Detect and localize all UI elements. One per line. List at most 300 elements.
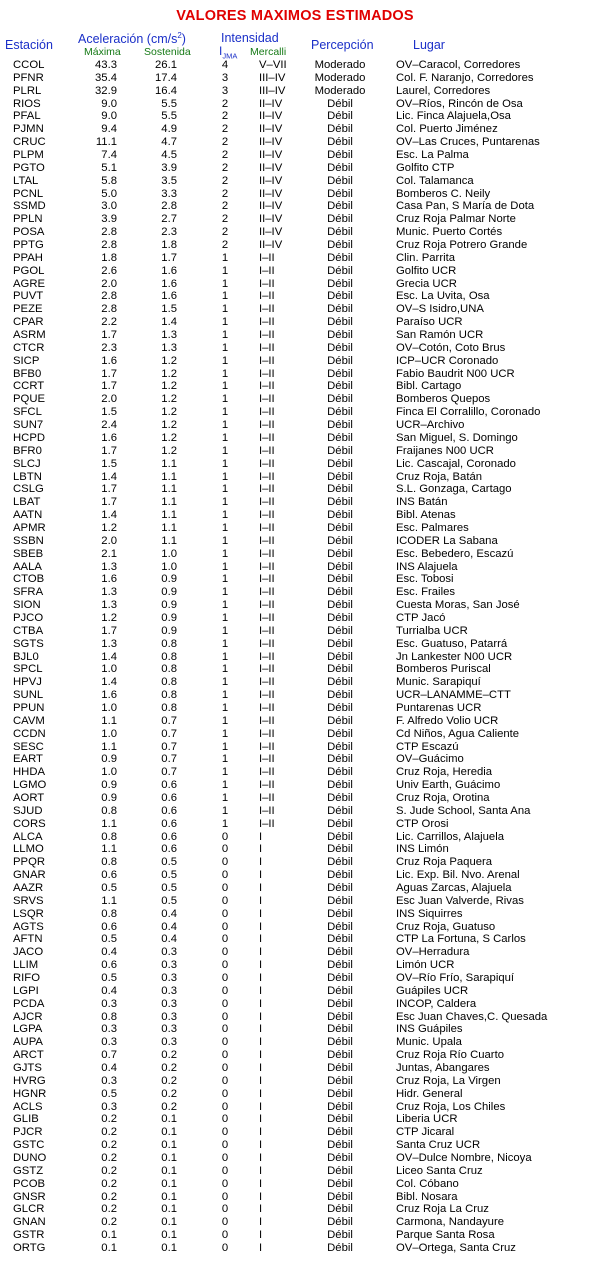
- intensidad-mercalli-cell: I–II: [259, 264, 275, 277]
- aceleracion-maxima-cell: 9.0: [101, 110, 117, 123]
- table-row: [0, 535, 590, 548]
- intensidad-mercalli-cell: I–II: [259, 251, 275, 264]
- station-code-cell: SSBN: [13, 534, 44, 547]
- percepcion-cell: Débil: [327, 753, 353, 766]
- intensidad-jma-cell: 0: [221, 933, 229, 946]
- aceleracion-maxima-cell: 0.4: [101, 984, 117, 997]
- lugar-cell: Juntas, Abangares: [396, 1062, 490, 1075]
- table-row: [0, 561, 590, 574]
- intensidad-mercalli-cell: I: [259, 1113, 263, 1126]
- station-code-cell: PGOL: [13, 264, 45, 277]
- intensidad-mercalli-cell: I: [259, 1049, 263, 1062]
- percepcion-cell: Débil: [327, 1010, 353, 1023]
- lugar-cell: Laurel, Corredores: [396, 84, 491, 97]
- lugar-cell: OV–Ortega, Santa Cruz: [396, 1242, 516, 1255]
- table-row: [0, 252, 590, 265]
- percepcion-cell: Débil: [327, 406, 353, 419]
- aceleracion-maxima-cell: 9.4: [101, 123, 117, 136]
- subheader-ijma-main: I: [219, 44, 223, 58]
- lugar-cell: Finca El Corralillo, Coronado: [396, 406, 541, 419]
- aceleracion-sostenida-cell: 1.7: [161, 251, 177, 264]
- intensidad-jma-cell: 1: [221, 251, 229, 264]
- table-row: [0, 921, 590, 934]
- table-row: [0, 792, 590, 805]
- aceleracion-maxima-cell: 2.1: [101, 547, 117, 560]
- page-title: VALORES MAXIMOS ESTIMADOS: [176, 8, 414, 24]
- station-code-cell: LTAL: [13, 174, 39, 187]
- aceleracion-sostenida-cell: 1.1: [161, 534, 177, 547]
- aceleracion-sostenida-cell: 0.9: [161, 599, 177, 612]
- aceleracion-sostenida-cell: 0.1: [161, 1113, 177, 1126]
- table-row: [0, 419, 590, 432]
- percepcion-cell: Débil: [327, 1216, 353, 1229]
- aceleracion-sostenida-cell: 0.3: [161, 1023, 177, 1036]
- table-row: [0, 933, 590, 946]
- station-code-cell: LLMO: [13, 843, 44, 856]
- percepcion-cell: Débil: [327, 599, 353, 612]
- station-code-cell: CORS: [13, 817, 46, 830]
- table-row: [0, 818, 590, 831]
- station-code-cell: CRUC: [13, 136, 46, 149]
- percepcion-cell: Débil: [327, 650, 353, 663]
- aceleracion-maxima-cell: 0.7: [101, 1049, 117, 1062]
- aceleracion-sostenida-cell: 0.2: [161, 1074, 177, 1087]
- intensidad-mercalli-cell: I–II: [259, 573, 275, 586]
- intensidad-mercalli-cell: I–II: [259, 740, 275, 753]
- lugar-cell: San Ramón UCR: [396, 329, 484, 342]
- header-estacion: Estación: [5, 38, 53, 52]
- aceleracion-maxima-cell: 2.0: [101, 277, 117, 290]
- lugar-cell: Limón UCR: [396, 959, 455, 972]
- station-code-cell: AORT: [13, 791, 45, 804]
- intensidad-jma-cell: 1: [221, 367, 229, 380]
- aceleracion-maxima-cell: 1.7: [101, 496, 117, 509]
- aceleracion-maxima-cell: 0.2: [101, 1126, 117, 1139]
- lugar-cell: Bibl. Nosara: [396, 1190, 458, 1203]
- subheader-ijma-sub: JMA: [222, 51, 238, 61]
- intensidad-jma-cell: 1: [221, 354, 229, 367]
- table-row: [0, 290, 590, 303]
- aceleracion-sostenida-cell: 0.7: [161, 753, 177, 766]
- aceleracion-maxima-cell: 1.0: [101, 727, 117, 740]
- percepcion-cell: Débil: [327, 959, 353, 972]
- aceleracion-maxima-cell: 0.2: [101, 1139, 117, 1152]
- aceleracion-sostenida-cell: 0.3: [161, 946, 177, 959]
- intensidad-mercalli-cell: I–II: [259, 341, 275, 354]
- intensidad-mercalli-cell: I–II: [259, 727, 275, 740]
- intensidad-jma-cell: 1: [221, 817, 229, 830]
- aceleracion-maxima-cell: 1.6: [101, 689, 117, 702]
- aceleracion-maxima-cell: 3.0: [101, 200, 117, 213]
- percepcion-cell: Débil: [327, 251, 353, 264]
- table-row: [0, 1062, 590, 1075]
- aceleracion-sostenida-cell: 0.5: [161, 882, 177, 894]
- lugar-cell: Golfito UCR: [396, 264, 457, 277]
- intensidad-jma-cell: 3: [221, 84, 229, 97]
- aceleracion-maxima-cell: 1.3: [101, 637, 117, 650]
- lugar-cell: OV–Dulce Nombre, Nicoya: [396, 1152, 532, 1165]
- intensidad-mercalli-cell: I–II: [259, 367, 275, 380]
- intensidad-mercalli-cell: I: [259, 933, 263, 946]
- intensidad-jma-cell: 1: [221, 277, 229, 290]
- intensidad-jma-cell: 2: [221, 110, 229, 123]
- lugar-cell: CTP Jicaral: [396, 1126, 455, 1139]
- percepcion-cell: Débil: [327, 1203, 353, 1216]
- intensidad-jma-cell: 0: [221, 882, 229, 894]
- aceleracion-sostenida-cell: 0.3: [161, 997, 177, 1010]
- intensidad-jma-cell: 2: [221, 123, 229, 136]
- station-code-cell: SBEB: [13, 547, 44, 560]
- header-aceleracion-exp: 2: [177, 31, 182, 40]
- lugar-cell: S.L. Gonzaga, Cartago: [396, 483, 512, 496]
- intensidad-jma-cell: 1: [221, 341, 229, 354]
- intensidad-mercalli-cell: II–IV: [259, 110, 283, 123]
- percepcion-cell: Débil: [327, 509, 353, 522]
- lugar-cell: Bibl. Cartago: [396, 380, 462, 393]
- percepcion-cell: Débil: [327, 444, 353, 457]
- table-row: [0, 998, 590, 1011]
- station-code-cell: ALCA: [13, 830, 43, 843]
- lugar-cell: Fraijanes N00 UCR: [396, 444, 494, 457]
- intensidad-mercalli-cell: I–II: [259, 624, 275, 637]
- aceleracion-maxima-cell: 1.8: [101, 251, 117, 264]
- intensidad-mercalli-cell: I–II: [259, 393, 275, 406]
- percepcion-cell: Débil: [327, 239, 353, 252]
- percepcion-cell: Débil: [327, 534, 353, 547]
- aceleracion-maxima-cell: 0.2: [101, 1164, 117, 1177]
- intensidad-jma-cell: 1: [221, 406, 229, 419]
- lugar-cell: Golfito CTP: [396, 161, 455, 174]
- table-row: [0, 599, 590, 612]
- intensidad-mercalli-cell: I: [259, 959, 263, 972]
- intensidad-mercalli-cell: I: [259, 894, 263, 907]
- station-code-cell: PJMN: [13, 123, 44, 136]
- aceleracion-maxima-cell: 5.1: [101, 161, 117, 174]
- table-row: [0, 149, 590, 162]
- intensidad-jma-cell: 3: [221, 71, 229, 84]
- table-row: [0, 329, 590, 342]
- percepcion-cell: Débil: [327, 1126, 353, 1139]
- aceleracion-maxima-cell: 0.3: [101, 1036, 117, 1049]
- aceleracion-sostenida-cell: 1.2: [161, 444, 177, 457]
- intensidad-jma-cell: 1: [221, 779, 229, 792]
- table-row: [0, 869, 590, 882]
- intensidad-jma-cell: 1: [221, 714, 229, 727]
- station-code-cell: CTBA: [13, 624, 44, 637]
- aceleracion-maxima-cell: 0.8: [101, 830, 117, 843]
- lugar-cell: Cruz Roja Río Cuarto: [396, 1049, 504, 1062]
- table-row: [0, 509, 590, 522]
- table-row: [0, 278, 590, 291]
- aceleracion-maxima-cell: 2.0: [101, 393, 117, 406]
- intensidad-mercalli-cell: I–II: [259, 431, 275, 444]
- table-row: [0, 676, 590, 689]
- station-code-cell: LBAT: [13, 496, 41, 509]
- intensidad-mercalli-cell: I–II: [259, 804, 275, 817]
- intensidad-mercalli-cell: I–II: [259, 509, 275, 522]
- station-code-cell: PPTG: [13, 239, 44, 252]
- intensidad-jma-cell: 1: [221, 753, 229, 766]
- aceleracion-maxima-cell: 0.4: [101, 946, 117, 959]
- intensidad-mercalli-cell: I–II: [259, 586, 275, 599]
- lugar-cell: Jn Lankester N00 UCR: [396, 650, 513, 663]
- aceleracion-sostenida-cell: 0.3: [161, 1010, 177, 1023]
- aceleracion-maxima-cell: 0.2: [101, 1190, 117, 1203]
- percepcion-cell: Débil: [327, 136, 353, 149]
- intensidad-mercalli-cell: I–II: [259, 521, 275, 534]
- station-code-cell: PCOB: [13, 1177, 46, 1190]
- table-row: [0, 805, 590, 818]
- intensidad-jma-cell: 2: [221, 187, 229, 200]
- lugar-cell: Munic. Puerto Cortés: [396, 226, 503, 239]
- aceleracion-sostenida-cell: 0.8: [161, 701, 177, 714]
- station-code-cell: CCRT: [13, 380, 45, 393]
- lugar-cell: Cruz Roja, Batán: [396, 470, 483, 483]
- aceleracion-maxima-cell: 2.8: [101, 226, 117, 239]
- station-code-cell: CTCR: [13, 341, 45, 354]
- intensidad-mercalli-cell: I: [259, 946, 263, 959]
- aceleracion-maxima-cell: 1.7: [101, 624, 117, 637]
- percepcion-cell: Débil: [327, 586, 353, 599]
- lugar-cell: San Miguel, S. Domingo: [396, 431, 518, 444]
- intensidad-jma-cell: 1: [221, 329, 229, 342]
- aceleracion-maxima-cell: 1.2: [101, 611, 117, 624]
- table-row: [0, 1152, 590, 1165]
- station-code-cell: PPUN: [13, 701, 45, 714]
- intensidad-mercalli-cell: I: [259, 997, 263, 1010]
- station-code-cell: SFRA: [13, 586, 44, 599]
- aceleracion-sostenida-cell: 0.5: [161, 869, 177, 882]
- percepcion-cell: Débil: [327, 470, 353, 483]
- table-row: [0, 895, 590, 908]
- table-row: [0, 1191, 590, 1204]
- intensidad-jma-cell: 0: [221, 856, 229, 869]
- table-row: [0, 226, 590, 239]
- aceleracion-sostenida-cell: 0.9: [161, 624, 177, 637]
- percepcion-cell: Débil: [327, 277, 353, 290]
- intensidad-mercalli-cell: II–IV: [259, 136, 283, 149]
- table-row: [0, 1139, 590, 1152]
- aceleracion-maxima-cell: 2.8: [101, 303, 117, 316]
- percepcion-cell: Débil: [327, 213, 353, 226]
- intensidad-mercalli-cell: I–II: [259, 290, 275, 303]
- aceleracion-sostenida-cell: 1.3: [161, 341, 177, 354]
- intensidad-jma-cell: 0: [221, 1139, 229, 1152]
- intensidad-mercalli-cell: I–II: [259, 316, 275, 329]
- station-code-cell: LGPA: [13, 1023, 43, 1036]
- station-code-cell: SSMD: [13, 200, 46, 213]
- percepcion-cell: Débil: [327, 149, 353, 162]
- aceleracion-sostenida-cell: 0.1: [161, 1164, 177, 1177]
- station-code-cell: SPCL: [13, 663, 43, 676]
- lugar-cell: Lic. Exp. Bil. Nvo. Arenal: [396, 869, 520, 882]
- percepcion-cell: Débil: [327, 817, 353, 830]
- aceleracion-maxima-cell: 0.5: [101, 933, 117, 946]
- aceleracion-sostenida-cell: 1.2: [161, 431, 177, 444]
- aceleracion-sostenida-cell: 0.7: [161, 727, 177, 740]
- intensidad-mercalli-cell: I: [259, 856, 263, 869]
- percepcion-cell: Débil: [327, 689, 353, 702]
- table-row: [0, 1165, 590, 1178]
- table-row: [0, 239, 590, 252]
- aceleracion-maxima-cell: 0.1: [101, 1242, 117, 1255]
- table-row: [0, 1011, 590, 1024]
- percepcion-cell: Débil: [327, 907, 353, 920]
- table-row: [0, 1242, 590, 1255]
- aceleracion-maxima-cell: 0.5: [101, 882, 117, 894]
- intensidad-jma-cell: 0: [221, 997, 229, 1010]
- header-aceleracion: [78, 31, 186, 46]
- intensidad-jma-cell: 0: [221, 843, 229, 856]
- aceleracion-maxima-cell: 1.1: [101, 894, 117, 907]
- intensidad-jma-cell: 0: [221, 1190, 229, 1203]
- percepcion-cell: Débil: [327, 1229, 353, 1242]
- percepcion-cell: Débil: [327, 1087, 353, 1100]
- table-row: [0, 882, 590, 895]
- lugar-cell: Santa Cruz UCR: [396, 1139, 481, 1152]
- percepcion-cell: Débil: [327, 843, 353, 856]
- aceleracion-sostenida-cell: 3.5: [161, 174, 177, 187]
- intensidad-jma-cell: 2: [221, 239, 229, 252]
- percepcion-cell: Débil: [327, 329, 353, 342]
- aceleracion-sostenida-cell: 1.8: [161, 239, 177, 252]
- intensidad-jma-cell: 1: [221, 701, 229, 714]
- aceleracion-maxima-cell: 1.4: [101, 650, 117, 663]
- percepcion-cell: Débil: [327, 766, 353, 779]
- intensidad-jma-cell: 1: [221, 547, 229, 560]
- table-row: [0, 766, 590, 779]
- intensidad-jma-cell: 2: [221, 136, 229, 149]
- station-code-cell: CAVM: [13, 714, 45, 727]
- lugar-cell: Lic. Cascajal, Coronado: [396, 457, 516, 470]
- intensidad-mercalli-cell: I: [259, 1229, 263, 1242]
- table-row: [0, 1126, 590, 1139]
- aceleracion-sostenida-cell: 1.2: [161, 380, 177, 393]
- table-row: [0, 663, 590, 676]
- intensidad-jma-cell: 1: [221, 599, 229, 612]
- aceleracion-sostenida-cell: 0.8: [161, 689, 177, 702]
- percepcion-cell: Débil: [327, 161, 353, 174]
- lugar-cell: Col. Cóbano: [396, 1177, 459, 1190]
- aceleracion-maxima-cell: 2.0: [101, 534, 117, 547]
- lugar-cell: ICODER La Sabana: [396, 534, 498, 547]
- aceleracion-sostenida-cell: 0.2: [161, 1087, 177, 1100]
- table-row: [0, 831, 590, 844]
- intensidad-mercalli-cell: I–II: [259, 457, 275, 470]
- table-row: [0, 753, 590, 766]
- percepcion-cell: Débil: [327, 676, 353, 689]
- table-row: [0, 458, 590, 471]
- intensidad-mercalli-cell: I: [259, 1177, 263, 1190]
- intensidad-jma-cell: 1: [221, 676, 229, 689]
- table-row: [0, 445, 590, 458]
- header-percepcion: Percepción: [311, 38, 374, 52]
- intensidad-jma-cell: 1: [221, 611, 229, 624]
- aceleracion-maxima-cell: 43.3: [95, 59, 117, 71]
- aceleracion-sostenida-cell: 0.8: [161, 637, 177, 650]
- aceleracion-sostenida-cell: 0.6: [161, 779, 177, 792]
- aceleracion-maxima-cell: 1.1: [101, 740, 117, 753]
- lugar-cell: Esc. Frailes: [396, 586, 456, 599]
- aceleracion-maxima-cell: 0.2: [101, 1216, 117, 1229]
- intensidad-mercalli-cell: I: [259, 1100, 263, 1113]
- intensidad-mercalli-cell: II–IV: [259, 226, 283, 239]
- station-code-cell: RIOS: [13, 97, 41, 110]
- aceleracion-sostenida-cell: 1.1: [161, 509, 177, 522]
- intensidad-jma-cell: 1: [221, 573, 229, 586]
- intensidad-mercalli-cell: I–II: [259, 329, 275, 342]
- intensidad-mercalli-cell: I–II: [259, 470, 275, 483]
- aceleracion-maxima-cell: 1.5: [101, 457, 117, 470]
- aceleracion-sostenida-cell: 0.9: [161, 611, 177, 624]
- lugar-cell: Esc. La Uvita, Osa: [396, 290, 490, 303]
- table-row: [0, 380, 590, 393]
- percepcion-cell: Débil: [327, 303, 353, 316]
- aceleracion-maxima-cell: 5.0: [101, 187, 117, 200]
- table-row: [0, 959, 590, 972]
- aceleracion-sostenida-cell: 0.4: [161, 907, 177, 920]
- table-row: [0, 355, 590, 368]
- lugar-cell: Casa Pan, S María de Dota: [396, 200, 535, 213]
- table-row: [0, 573, 590, 586]
- station-code-cell: LBTN: [13, 470, 42, 483]
- aceleracion-maxima-cell: 1.7: [101, 444, 117, 457]
- aceleracion-maxima-cell: 0.2: [101, 1152, 117, 1165]
- station-code-cell: AATN: [13, 509, 43, 522]
- intensidad-jma-cell: 0: [221, 1126, 229, 1139]
- station-code-cell: BFR0: [13, 444, 42, 457]
- aceleracion-maxima-cell: 3.9: [101, 213, 117, 226]
- intensidad-mercalli-cell: I: [259, 1062, 263, 1075]
- table-row: [0, 162, 590, 175]
- station-code-cell: HHDA: [13, 766, 46, 779]
- table-row: [0, 123, 590, 136]
- station-code-cell: AUPA: [13, 1036, 43, 1049]
- percepcion-cell: Débil: [327, 457, 353, 470]
- intensidad-jma-cell: 1: [221, 380, 229, 393]
- station-code-cell: PPAH: [13, 251, 43, 264]
- percepcion-cell: Débil: [327, 200, 353, 213]
- station-code-cell: SUN7: [13, 419, 44, 432]
- aceleracion-maxima-cell: 1.6: [101, 431, 117, 444]
- aceleracion-sostenida-cell: 0.5: [161, 894, 177, 907]
- aceleracion-sostenida-cell: 3.9: [161, 161, 177, 174]
- station-code-cell: GSTC: [13, 1139, 45, 1152]
- lugar-cell: Esc. Tobosi: [396, 573, 454, 586]
- aceleracion-sostenida-cell: 0.4: [161, 920, 177, 933]
- aceleracion-maxima-cell: 0.2: [101, 1203, 117, 1216]
- aceleracion-maxima-cell: 1.3: [101, 560, 117, 573]
- table-row: [0, 638, 590, 651]
- aceleracion-sostenida-cell: 0.4: [161, 933, 177, 946]
- station-code-cell: SJUD: [13, 804, 43, 817]
- intensidad-jma-cell: 0: [221, 946, 229, 959]
- percepcion-cell: Débil: [327, 663, 353, 676]
- station-code-cell: LGPI: [13, 984, 39, 997]
- lugar-cell: F. Alfredo Volio UCR: [396, 714, 499, 727]
- lugar-cell: Munic. Upala: [396, 1036, 462, 1049]
- station-code-cell: ASRM: [13, 329, 46, 342]
- lugar-cell: INS Siquirres: [396, 907, 463, 920]
- percepcion-cell: Débil: [327, 1074, 353, 1087]
- percepcion-cell: Débil: [327, 727, 353, 740]
- station-code-cell: AALA: [13, 560, 42, 573]
- lugar-cell: ICP–UCR Coronado: [396, 354, 499, 367]
- table-row: [0, 200, 590, 213]
- station-code-cell: GSTZ: [13, 1164, 44, 1177]
- aceleracion-maxima-cell: 1.6: [101, 573, 117, 586]
- table-row: [0, 1178, 590, 1191]
